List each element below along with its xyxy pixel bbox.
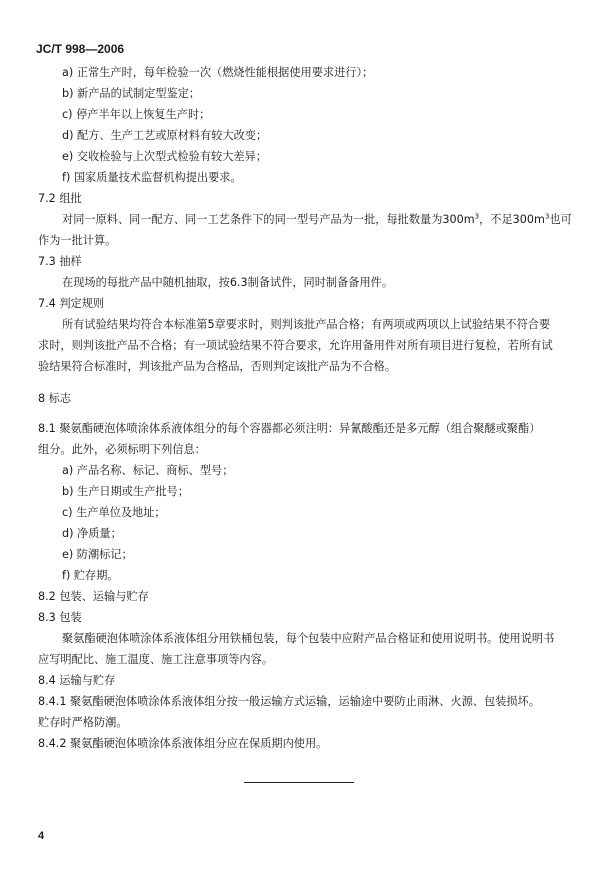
text-fragment: ，不足300m (479, 213, 545, 226)
section-heading-8-3: 8.3 包装 (38, 611, 82, 624)
page-number: 4 (38, 830, 45, 842)
paragraph-line: 组分。此外，必须标明下列信息： (38, 443, 206, 456)
list-item: a) 产品名称、标记、商标、型号； (62, 464, 234, 477)
list-item: d) 配方、生产工艺或原材料有较大改变； (62, 129, 268, 142)
paragraph-line: 验结果符合标准时，判该批产品为合格品，否则判定该批产品为不合格。 (38, 360, 397, 373)
superscript: 3 (544, 212, 550, 221)
paragraph-line (62, 213, 572, 227)
document-code: JC/T 998—2006 (36, 42, 125, 56)
text-fragment: 也可 (549, 213, 572, 226)
section-heading-7-4: 7.4 判定规则 (38, 297, 105, 310)
list-item: e) 交收检验与上次型式检验有较大差异； (62, 150, 267, 163)
paragraph-line: 8.4.2 聚氨酯硬泡体喷涂体系液体组分应在保质期内使用。 (38, 737, 328, 750)
section-heading-8-4: 8.4 运输与贮存 (38, 674, 116, 687)
paragraph-line: 在现场的每批产品中随机抽取，按6.3制备试件，同时制备备用件。 (62, 276, 394, 289)
list-item: f) 贮存期。 (62, 569, 119, 582)
list-item: f) 国家质量技术监督机构提出要求。 (62, 171, 242, 184)
superscript: 3 (474, 212, 480, 221)
end-rule (244, 782, 354, 783)
paragraph-line: 8.4.1 聚氨酯硬泡体喷涂体系液体组分按一般运输方式运输，运输途中要防止雨淋、火源、包装损坏。 (38, 695, 540, 708)
section-heading-8: 8 标志 (38, 392, 72, 405)
section-heading-8-2: 8.2 包装、运输与贮存 (38, 590, 149, 603)
list-item: a) 正常生产时，每年检验一次（燃烧性能根据使用要求进行）； (62, 66, 374, 79)
list-item: b) 生产日期或生产批号； (62, 485, 189, 498)
list-item: c) 停产半年以上恢复生产时； (62, 108, 211, 121)
section-heading-7-3: 7.3 抽样 (38, 255, 82, 268)
paragraph-line: 作为一批计算。 (38, 234, 117, 247)
section-heading-7-2: 7.2 组批 (38, 192, 82, 205)
list-item: e) 防潮标记； (62, 548, 133, 561)
list-item: d) 净质量； (62, 527, 122, 540)
paragraph-line: 贮存时严格防潮。 (38, 716, 128, 729)
paragraph-line: 所有试验结果均符合本标准第5章要求时，则判该批产品合格；有两项或两项以上试验结果不符合要 (62, 318, 551, 331)
list-item: c) 生产单位及地址； (62, 506, 166, 519)
list-item: b) 新产品的试制定型鉴定； (62, 87, 201, 100)
paragraph-line: 聚氨酯硬泡体喷涂体系液体组分用铁桶包装，每个包装中应附产品合格证和使用说明书。使用说明书 (62, 632, 555, 645)
text-fragment: 对同一原料、同一配方、同一工艺条件下的同一型号产品为一批，每批数量为300m (62, 213, 475, 226)
paragraph-line: 8.1 聚氨酯硬泡体喷涂体系液体组分的每个容器都必须注明：异氰酸酯还是多元醇（组合聚醚或聚酯） (38, 422, 541, 435)
paragraph-line: 求时，则判该批产品不合格；有一项试验结果不符合要求，允许用备用件对所有项目进行复检，若所有试 (38, 339, 553, 352)
paragraph-line: 应写明配比、施工温度、施工注意事项等内容。 (38, 653, 273, 666)
